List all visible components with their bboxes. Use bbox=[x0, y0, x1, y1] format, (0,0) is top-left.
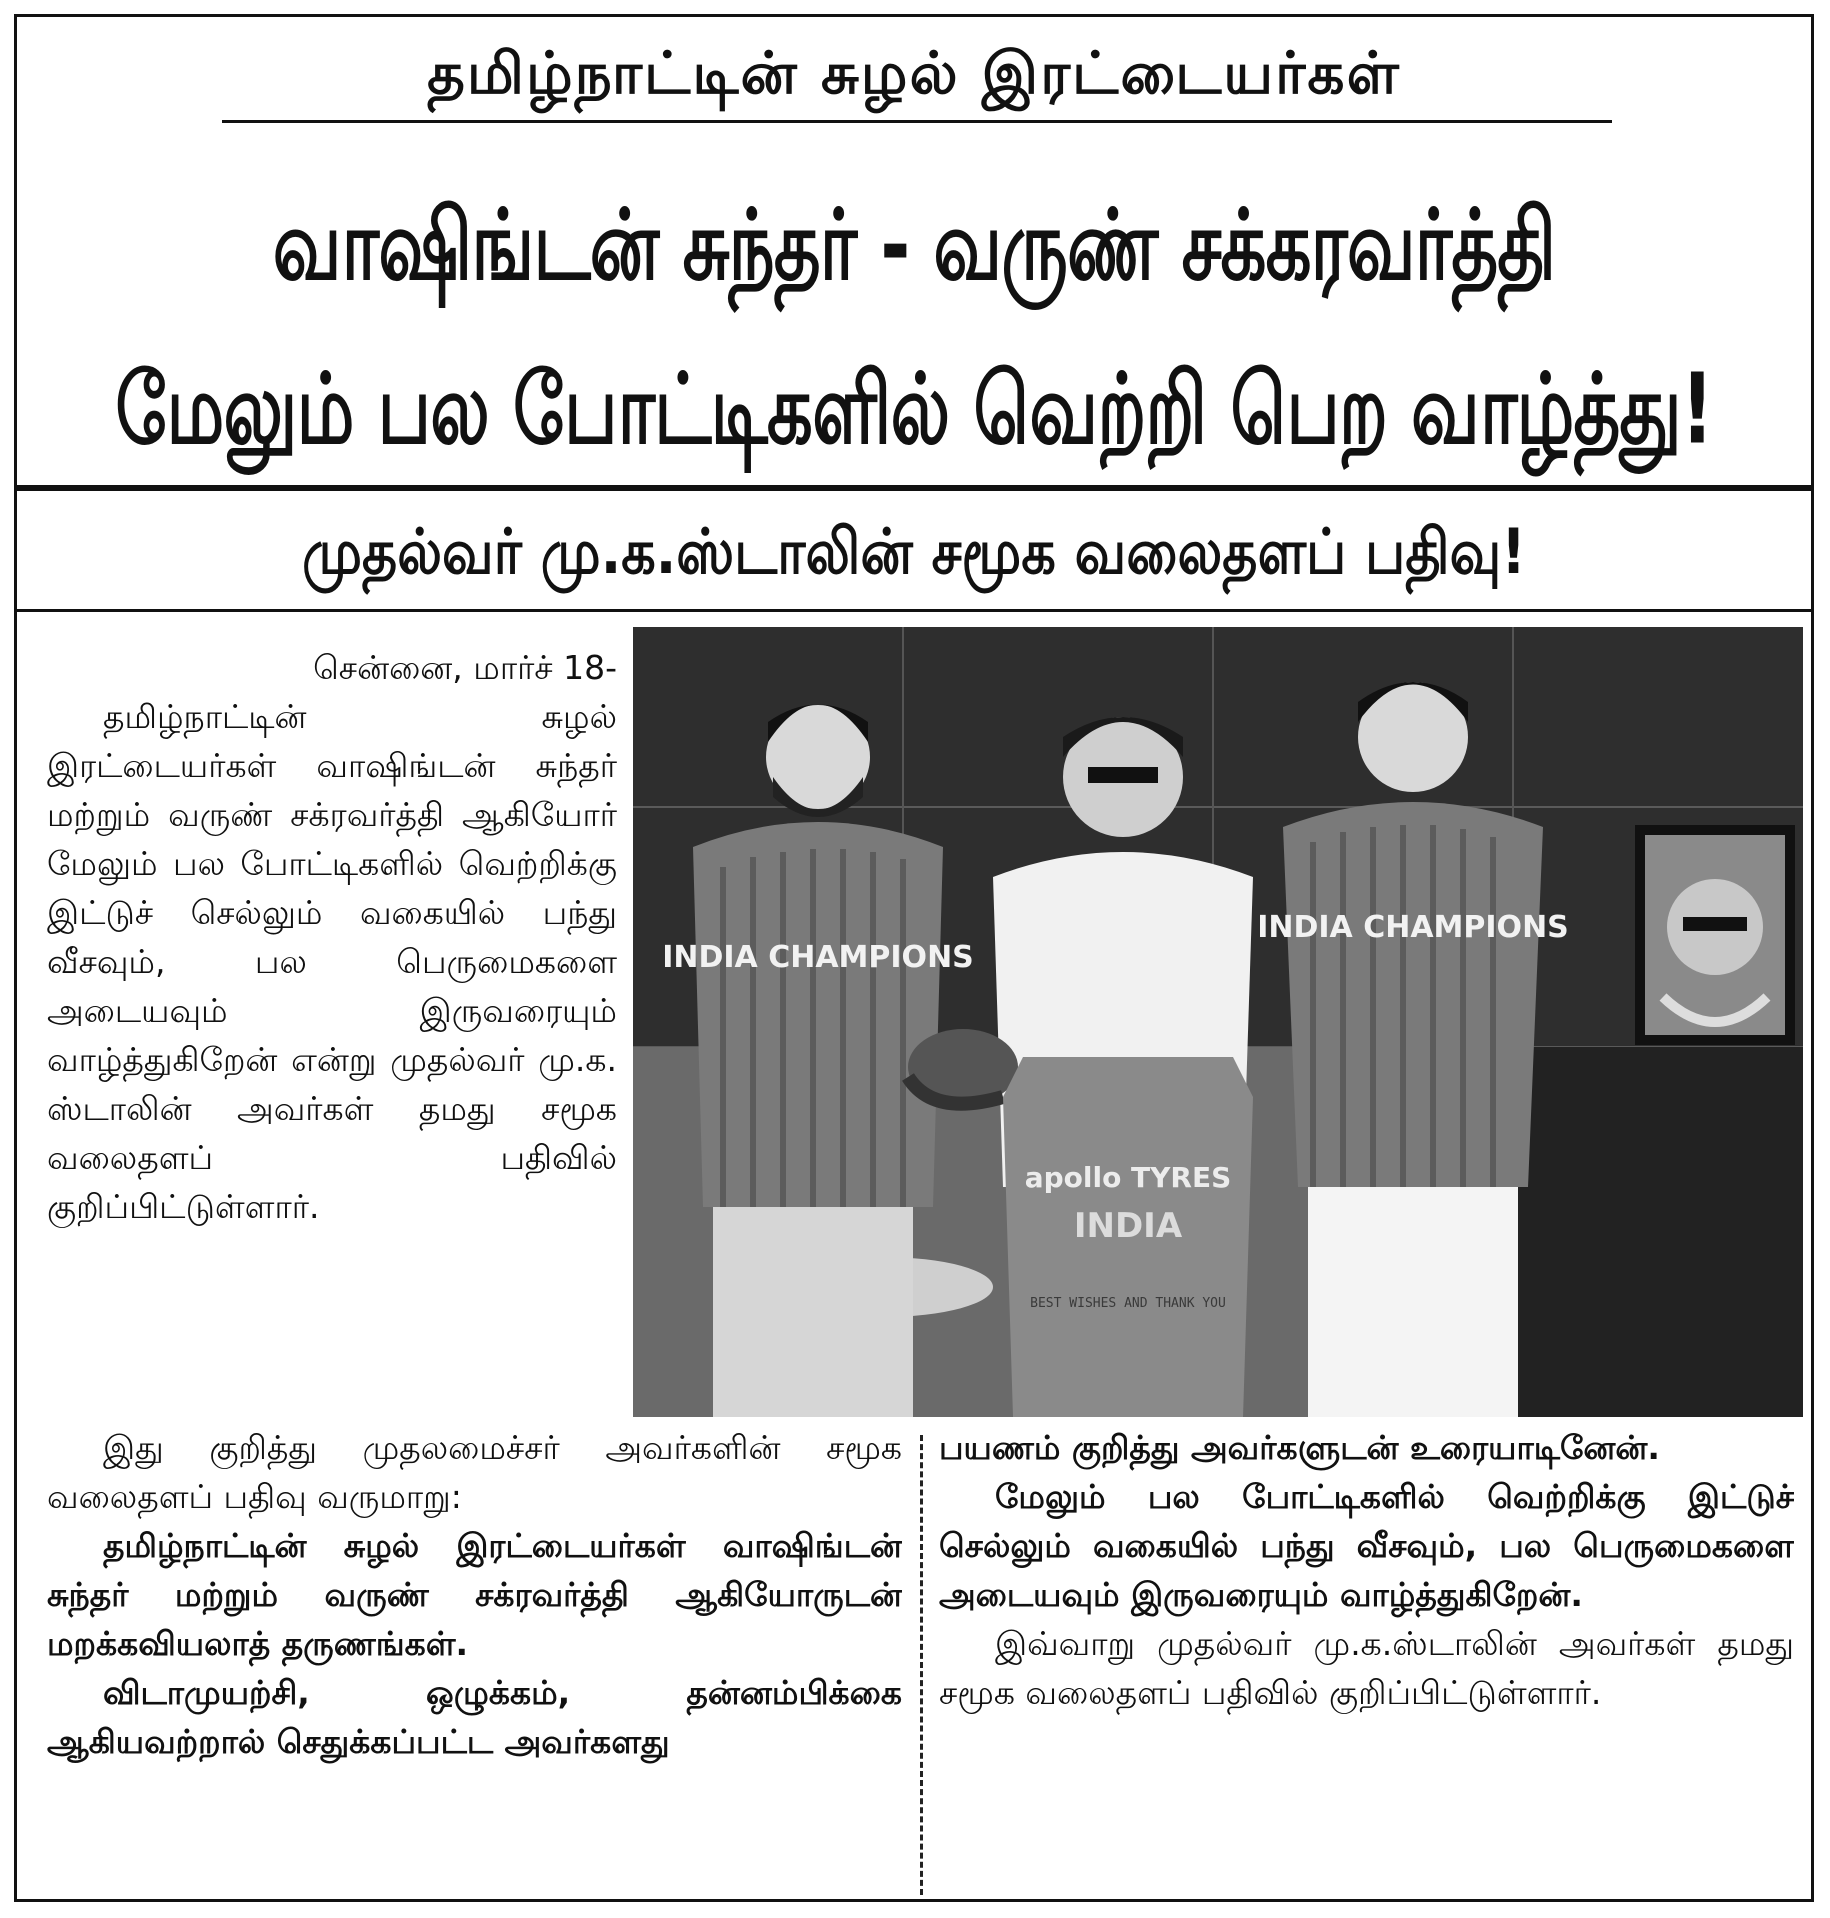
subheadline-divider bbox=[17, 609, 1811, 612]
article-paragraph-2: இது குறித்து முதலமைச்சர் அவர்களின் சமூக வலைதளப் பதிவு வருமாறு: bbox=[47, 1428, 902, 1516]
framed-portrait bbox=[1635, 825, 1795, 1045]
quote-paragraph-2-start: விடாமுயற்சி, ஒழுக்கம், தன்னம்பிக்கை ஆகியவற்றால் செதுக்கப்பட்ட அவர்களது bbox=[47, 1673, 902, 1761]
headline-line-2: மேலும் பல போட்டிகளில் வெற்றி பெற வாழ்த்து! bbox=[115, 352, 1713, 466]
article-paragraph-1: தமிழ்நாட்டின் சுழல் இரட்டையர்கள் வாஷிங்டன் சுந்தர் மற்றும் வருண் சக்ரவர்த்தி ஆகியோர் மேலும் பல போட்டிகளில் வெற்றிக்கு இட்டுச் செல்லும் வகையில் பந்து வீசவும், பல பெருமைகளை அடையவும் இருவரையும் வாழ்த்துகிறேன் என்று முதல்வர் மு.க. ஸ்டாலின் அவர்கள் தமது சமூக வலைதளப் பதிவில் குறிப்பிட்டுள்ளார். bbox=[47, 697, 617, 1226]
article-bottom-right-column bbox=[939, 1423, 1794, 1901]
quote-paragraph-1: தமிழ்நாட்டின் சுழல் இரட்டையர்கள் வாஷிங்டன் சுந்தர் மற்றும் வருண் சக்ரவர்த்தி ஆகியோருடன் மறக்கவியலாத் தருணங்கள். bbox=[47, 1526, 902, 1663]
article-bottom-left-column bbox=[47, 1423, 902, 1901]
jersey-signature: BEST WISHES AND THANK YOU bbox=[1030, 1296, 1226, 1311]
kicker-title: தமிழ்நாட்டின் சுழல் இரட்டையர்கள் bbox=[427, 39, 1401, 107]
news-photo bbox=[633, 627, 1803, 1417]
cap bbox=[908, 1029, 1018, 1105]
closing-paragraph: இவ்வாறு முதல்வர் மு.க.ஸ்டாலின் அவர்கள் தமது சமூக வலைதளப் பதிவில் குறிப்பிட்டுள்ளார். bbox=[939, 1624, 1794, 1712]
dateline: சென்னை, மார்ச் 18- bbox=[313, 648, 617, 687]
kicker-underline bbox=[222, 120, 1612, 123]
held-jersey-sponsor: apollo TYRES bbox=[1024, 1161, 1232, 1194]
jersey-right-text: INDIA CHAMPIONS bbox=[1257, 910, 1569, 945]
news-clipping bbox=[14, 14, 1814, 1902]
held-jersey bbox=[1003, 1057, 1253, 1417]
subheadline: முதல்வர் மு.க.ஸ்டாலின் சமூக வலைதளப் பதிவு! bbox=[302, 515, 1526, 589]
headline-line-1: வாஷிங்டன் சுந்தர் - வருண் சக்கரவர்த்தி bbox=[272, 188, 1556, 302]
held-jersey-country: INDIA bbox=[1073, 1206, 1183, 1246]
headline-divider bbox=[17, 485, 1811, 491]
jersey-left-text: INDIA CHAMPIONS bbox=[662, 940, 974, 975]
quote-paragraph-3: மேலும் பல போட்டிகளில் வெற்றிக்கு இட்டுச் செல்லும் வகையில் பந்து வீசவும், பல பெருமைகளை அடையவும் இருவரையும் வாழ்த்துகிறேன். bbox=[939, 1477, 1794, 1614]
article-left-column bbox=[47, 643, 617, 1421]
quote-paragraph-2-end: பயணம் குறித்து அவர்களுடன் உரையாடினேன். bbox=[939, 1428, 1660, 1467]
column-divider bbox=[920, 1435, 923, 1895]
